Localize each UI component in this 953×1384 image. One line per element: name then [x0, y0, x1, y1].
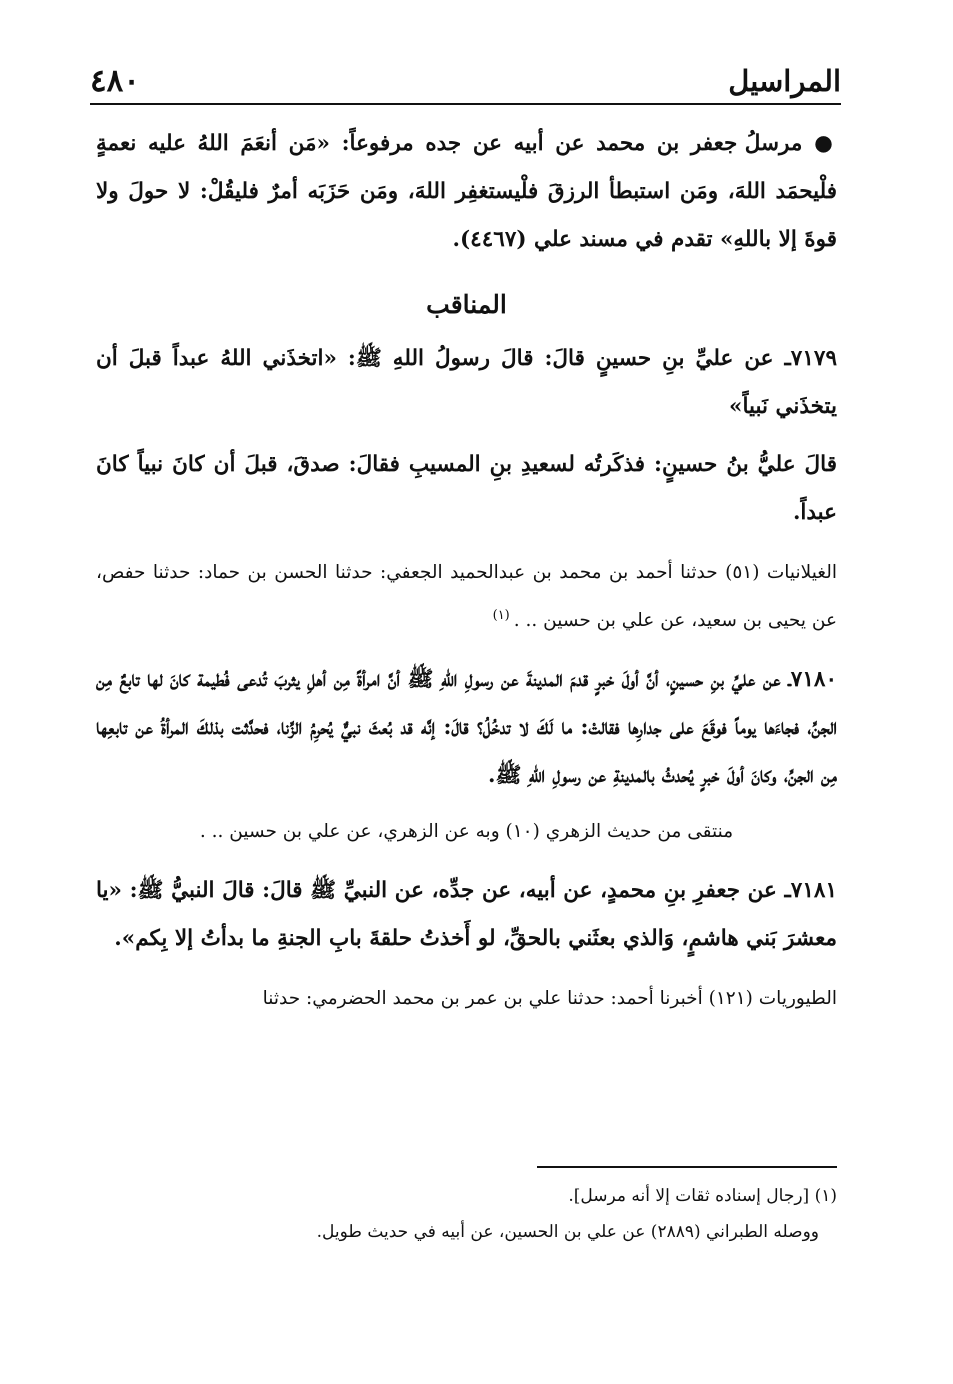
intro-text: مرسلُ جعفر بن محمد عن أبيه عن جده مرفوعاً: «مَن أنعَمَ اللهُ عليه نعمةٍ فلْيحمَد اللهَ، ومَن استبطأ الرزقَ فلْيستغفِر اللهَ، ومَن حَزَبَه أمرٌ فليقُلْ: لا حولَ ولا قوةَ إلا باللهِ» تقدم في مسند علي (٤٤٦٧). — [96, 131, 837, 252]
footnotes — [96, 1178, 837, 1250]
hadith-7180: ٧١٨٠ـ عن عليِّ بنِ حسينٍ، أنَّ أولَ خبرٍ قدمَ المدينةَ عن رسولِ اللهِ ﷺ أنَّ امرأةً مِن أهلِ يثربَ تُدعى فُطيمة كانَ لها تابعٌ مِن الجنِّ، فجاءَها يوماً فوقَعَ على جدارِها فقالتْ: ما لَكَ لا تدخُلُ؟ قالَ: إنَّه قد بُعثَ نبيٌّ يُحرِمُ الزِّنا، فحدَّثت بذلكَ المرأةُ عن تابعِها مِن الجنِّ، وكانَ أولَ خبرٍ يُحدثُ بالمدينةِ عن رسولِ اللهِ ﷺ. — [96, 667, 837, 789]
hadith-7179: ٧١٧٩ـ عن عليِّ بنِ حسينٍ قالَ: قالَ رسولُ اللهِ ﷺ: «اتخذَني اللهُ عبداً قبلَ أن يتخذَني نَبياً» — [96, 346, 837, 419]
footnote-rule — [537, 1166, 837, 1168]
hadith-7179-source — [96, 551, 837, 642]
hadith-7179-comment: قالَ عليُّ بنُ حسينٍ: فذكَرتُه لسعيدِ بنِ المسيبِ فقالَ: صدقَ، قبلَ أن كانَ نبياً كانَ عبداً. — [96, 452, 837, 525]
footnote-1: (١) [رجال إسناده ثقات إلا أنه مرسل]. — [568, 1186, 837, 1206]
hadith-7180-source: منتقى من حديث الزهري (١٠) وبه عن الزهري، عن علي بن حسين .. . — [199, 821, 734, 843]
running-title: المراسيل — [728, 64, 841, 98]
hadith-7181-source: الطيوريات (١٢١) أخبرنا أحمد: حدثنا علي بن عمر بن محمد الحضرمي: حدثنا — [262, 988, 837, 1010]
section-title: المناقب — [426, 290, 507, 319]
footnote-ref: (١) — [492, 608, 510, 623]
hadith-7179-source-text: الغيلانيات (٥١) حدثنا أحمد بن محمد بن عبدالحميد الجعفي: حدثنا الحسن بن حماد: حدثنا حفص، عن يحيى بن سعيد، عن علي بن حسين .. . — [96, 562, 837, 632]
page-body — [96, 120, 837, 1020]
intro-paragraph — [96, 120, 837, 264]
page-number: ٤٨٠ — [90, 63, 140, 99]
page-header — [90, 62, 841, 100]
hadith-7181: ٧١٨١ـ عن جعفرِ بنِ محمدٍ، عن أبيه، عن جدِّه، عن النبيِّ ﷺ قالَ: قالَ النبيُّ ﷺ: «يا معشرَ بَني هاشمٍ، وَالذي بعثَني بالحقِّ، لو أَخذتُ حلقةَ بابِ الجنةِ ما بدأتُ إلا بِكم». — [96, 878, 837, 952]
footnote-1-continued: ووصله الطبراني (٢٨٨٩) عن علي بن الحسين، عن أبيه في حديث طويل. — [316, 1222, 819, 1242]
bullet-icon: ● — [814, 131, 837, 156]
header-rule — [90, 103, 841, 105]
